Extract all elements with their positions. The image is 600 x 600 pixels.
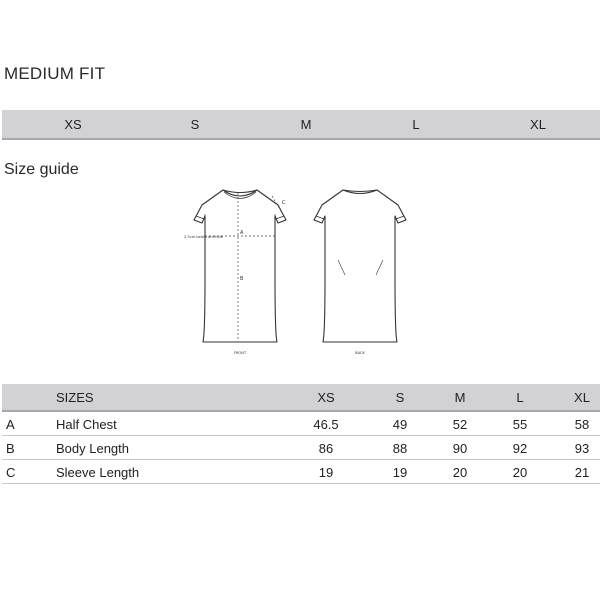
table-cell: 21 <box>574 465 590 480</box>
row-letter: B <box>6 441 15 456</box>
header-size-xs: XS <box>317 390 335 405</box>
table-cell: 20 <box>452 465 468 480</box>
size-table <box>2 384 600 484</box>
row-label: Body Length <box>56 441 130 456</box>
table-cell: 46.5 <box>313 417 339 432</box>
header-size-l: L <box>516 390 524 405</box>
row-label: Half Chest <box>56 417 117 432</box>
tshirt-diagram <box>180 180 420 360</box>
marker-b: B <box>240 276 244 282</box>
front-label: FRONT <box>233 351 247 355</box>
table-cell: 93 <box>574 441 590 456</box>
back-shirt-outline <box>314 190 406 342</box>
fit-title: MEDIUM FIT <box>4 64 106 83</box>
table-cell: 19 <box>318 465 334 480</box>
row-label: Sleeve Length <box>56 465 140 480</box>
table-cell: 90 <box>452 441 468 456</box>
size-bar <box>2 110 600 140</box>
table-cell: 88 <box>392 441 408 456</box>
front-shirt-outline <box>194 190 286 342</box>
table-cell: 55 <box>512 417 528 432</box>
header-size-s: S <box>395 390 405 405</box>
header-size-xl: XL <box>574 390 590 405</box>
back-label: BACK <box>355 351 365 355</box>
table-cell: 20 <box>512 465 528 480</box>
table-cell: 19 <box>392 465 408 480</box>
row-letter: A <box>6 417 15 432</box>
size-option-m[interactable]: M <box>300 117 312 132</box>
table-row-half-chest <box>2 412 600 436</box>
armhole-annotation: 2.5cm below armhole <box>184 235 223 239</box>
marker-c: C <box>282 200 286 206</box>
table-header <box>2 384 600 412</box>
header-size-m: M <box>454 390 466 405</box>
size-option-s[interactable]: S <box>190 117 200 132</box>
row-letter: C <box>6 465 16 480</box>
table-row-body-length <box>2 436 600 460</box>
size-guide-title: Size guide <box>4 161 79 178</box>
marker-a: A <box>240 230 244 236</box>
size-option-xl[interactable]: XL <box>530 117 546 132</box>
size-option-l[interactable]: L <box>412 117 420 132</box>
size-option-xs[interactable]: XS <box>64 117 82 132</box>
table-row-sleeve-length <box>2 460 600 484</box>
table-cell: 92 <box>512 441 528 456</box>
table-cell: 86 <box>318 441 334 456</box>
table-cell: 52 <box>452 417 468 432</box>
table-cell: 58 <box>574 417 590 432</box>
table-cell: 49 <box>392 417 408 432</box>
header-sizes: SIZES <box>56 390 94 405</box>
